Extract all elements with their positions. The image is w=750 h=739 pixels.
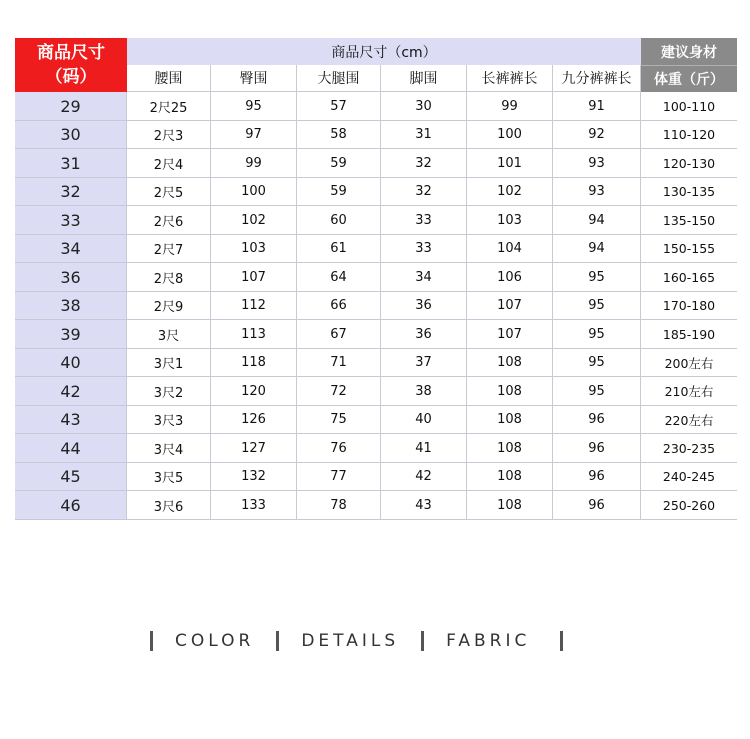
cell-ankle: 32 bbox=[381, 149, 467, 178]
cell-hip: 103 bbox=[211, 235, 297, 263]
cell-long-length: 107 bbox=[467, 292, 553, 320]
table-row bbox=[15, 434, 737, 463]
table-row bbox=[15, 235, 737, 263]
cell-nine-length: 95 bbox=[553, 377, 641, 406]
cell-hip: 126 bbox=[211, 406, 297, 434]
cell-hip: 133 bbox=[211, 491, 297, 520]
cell-waist: 2尺9 bbox=[127, 292, 211, 320]
cell-weight: 135-150 bbox=[641, 206, 737, 235]
footer-details: DETAILS bbox=[301, 631, 400, 651]
table-row bbox=[15, 463, 737, 491]
cell-waist: 3尺4 bbox=[127, 434, 211, 463]
cell-thigh: 76 bbox=[297, 434, 381, 463]
cell-waist: 3尺5 bbox=[127, 463, 211, 491]
cell-thigh: 77 bbox=[297, 463, 381, 491]
cell-ankle: 34 bbox=[381, 263, 467, 292]
cell-hip: 99 bbox=[211, 149, 297, 178]
cell-nine-length: 93 bbox=[553, 149, 641, 178]
cell-size: 40 bbox=[15, 349, 127, 377]
cell-ankle: 33 bbox=[381, 235, 467, 263]
cell-long-length: 103 bbox=[467, 206, 553, 235]
cell-waist: 2尺6 bbox=[127, 206, 211, 235]
cell-ankle: 30 bbox=[381, 92, 467, 121]
cell-weight: 210左右 bbox=[641, 377, 737, 406]
cell-thigh: 67 bbox=[297, 320, 381, 349]
suggest-header-line1: 建议身材 bbox=[641, 38, 737, 65]
cell-ankle: 36 bbox=[381, 320, 467, 349]
cell-nine-length: 96 bbox=[553, 463, 641, 491]
cell-long-length: 108 bbox=[467, 406, 553, 434]
cell-ankle: 40 bbox=[381, 406, 467, 434]
cell-weight: 120-130 bbox=[641, 149, 737, 178]
cell-thigh: 58 bbox=[297, 121, 381, 149]
cell-nine-length: 96 bbox=[553, 491, 641, 520]
footer-separator bbox=[421, 631, 424, 651]
cell-hip: 127 bbox=[211, 434, 297, 463]
footer-separator bbox=[150, 631, 153, 651]
cell-waist: 3尺 bbox=[127, 320, 211, 349]
cell-thigh: 64 bbox=[297, 263, 381, 292]
cell-nine-length: 96 bbox=[553, 406, 641, 434]
cell-nine-length: 91 bbox=[553, 92, 641, 121]
cell-size: 31 bbox=[15, 149, 127, 178]
footer-color: COLOR bbox=[175, 631, 255, 651]
cell-hip: 118 bbox=[211, 349, 297, 377]
table-row bbox=[15, 349, 737, 377]
cell-ankle: 38 bbox=[381, 377, 467, 406]
cell-hip: 97 bbox=[211, 121, 297, 149]
cell-hip: 113 bbox=[211, 320, 297, 349]
cell-waist: 3尺3 bbox=[127, 406, 211, 434]
cell-nine-length: 95 bbox=[553, 349, 641, 377]
cell-hip: 132 bbox=[211, 463, 297, 491]
table-row bbox=[15, 491, 737, 520]
col-header-waist: 腰围 bbox=[127, 65, 211, 92]
cell-weight: 220左右 bbox=[641, 406, 737, 434]
cell-weight: 200左右 bbox=[641, 349, 737, 377]
suggest-header-line2: 体重（斤） bbox=[641, 65, 737, 92]
cell-ankle: 31 bbox=[381, 121, 467, 149]
footer-fabric: FABRIC bbox=[446, 631, 531, 651]
cell-waist: 3尺2 bbox=[127, 377, 211, 406]
cell-long-length: 108 bbox=[467, 434, 553, 463]
cell-size: 32 bbox=[15, 178, 127, 206]
cell-size: 46 bbox=[15, 491, 127, 520]
cell-long-length: 108 bbox=[467, 349, 553, 377]
cell-nine-length: 96 bbox=[553, 434, 641, 463]
cell-hip: 120 bbox=[211, 377, 297, 406]
cell-long-length: 108 bbox=[467, 463, 553, 491]
cell-waist: 2尺4 bbox=[127, 149, 211, 178]
cell-size: 42 bbox=[15, 377, 127, 406]
col-header-hip: 臀围 bbox=[211, 65, 297, 92]
cell-long-length: 100 bbox=[467, 121, 553, 149]
table-row bbox=[15, 92, 737, 121]
footer-separator bbox=[276, 631, 279, 651]
table-row bbox=[15, 149, 737, 178]
footer-separator bbox=[560, 631, 563, 651]
col-header-long-length: 长裤裤长 bbox=[467, 65, 553, 92]
cell-thigh: 75 bbox=[297, 406, 381, 434]
cell-nine-length: 95 bbox=[553, 320, 641, 349]
size-header-line2: （码） bbox=[45, 67, 97, 87]
cell-size: 44 bbox=[15, 434, 127, 463]
cell-hip: 107 bbox=[211, 263, 297, 292]
cell-waist: 2尺8 bbox=[127, 263, 211, 292]
cell-weight: 150-155 bbox=[641, 235, 737, 263]
cell-nine-length: 95 bbox=[553, 292, 641, 320]
cell-size: 34 bbox=[15, 235, 127, 263]
cell-weight: 240-245 bbox=[641, 463, 737, 491]
cell-waist: 2尺5 bbox=[127, 178, 211, 206]
cell-long-length: 108 bbox=[467, 491, 553, 520]
cell-weight: 100-110 bbox=[641, 92, 737, 121]
cell-nine-length: 92 bbox=[553, 121, 641, 149]
cell-size: 30 bbox=[15, 121, 127, 149]
cell-ankle: 41 bbox=[381, 434, 467, 463]
table-row bbox=[15, 206, 737, 235]
cell-thigh: 59 bbox=[297, 178, 381, 206]
cell-size: 38 bbox=[15, 292, 127, 320]
cell-long-length: 104 bbox=[467, 235, 553, 263]
cell-thigh: 78 bbox=[297, 491, 381, 520]
cell-weight: 185-190 bbox=[641, 320, 737, 349]
table-row bbox=[15, 121, 737, 149]
cell-weight: 230-235 bbox=[641, 434, 737, 463]
cell-ankle: 36 bbox=[381, 292, 467, 320]
cell-long-length: 102 bbox=[467, 178, 553, 206]
cell-long-length: 99 bbox=[467, 92, 553, 121]
measure-group-header: 商品尺寸（cm） bbox=[127, 38, 641, 66]
table-row bbox=[15, 292, 737, 320]
table-row bbox=[15, 377, 737, 406]
cell-nine-length: 94 bbox=[553, 206, 641, 235]
cell-weight: 130-135 bbox=[641, 178, 737, 206]
cell-hip: 100 bbox=[211, 178, 297, 206]
cell-size: 43 bbox=[15, 406, 127, 434]
cell-ankle: 37 bbox=[381, 349, 467, 377]
cell-ankle: 33 bbox=[381, 206, 467, 235]
cell-weight: 170-180 bbox=[641, 292, 737, 320]
cell-ankle: 43 bbox=[381, 491, 467, 520]
cell-weight: 160-165 bbox=[641, 263, 737, 292]
cell-hip: 95 bbox=[211, 92, 297, 121]
cell-size: 29 bbox=[15, 92, 127, 121]
cell-nine-length: 94 bbox=[553, 235, 641, 263]
cell-thigh: 66 bbox=[297, 292, 381, 320]
table-row bbox=[15, 406, 737, 434]
cell-weight: 250-260 bbox=[641, 491, 737, 520]
cell-long-length: 108 bbox=[467, 377, 553, 406]
cell-size: 36 bbox=[15, 263, 127, 292]
cell-thigh: 71 bbox=[297, 349, 381, 377]
cell-thigh: 61 bbox=[297, 235, 381, 263]
cell-waist: 2尺7 bbox=[127, 235, 211, 263]
cell-weight: 110-120 bbox=[641, 121, 737, 149]
footer-nav bbox=[150, 628, 590, 654]
table-body bbox=[15, 92, 737, 520]
cell-long-length: 107 bbox=[467, 320, 553, 349]
cell-thigh: 57 bbox=[297, 92, 381, 121]
cell-size: 39 bbox=[15, 320, 127, 349]
table-row bbox=[15, 263, 737, 292]
cell-hip: 112 bbox=[211, 292, 297, 320]
col-header-thigh: 大腿围 bbox=[297, 65, 381, 92]
table-row bbox=[15, 178, 737, 206]
col-header-nine-length: 九分裤裤长 bbox=[553, 65, 641, 92]
cell-long-length: 101 bbox=[467, 149, 553, 178]
table-row bbox=[15, 320, 737, 349]
cell-waist: 3尺1 bbox=[127, 349, 211, 377]
measure-subheader-row bbox=[127, 65, 641, 92]
cell-size: 33 bbox=[15, 206, 127, 235]
cell-nine-length: 95 bbox=[553, 263, 641, 292]
col-header-ankle: 脚围 bbox=[381, 65, 467, 92]
size-column-header bbox=[15, 38, 127, 92]
cell-ankle: 42 bbox=[381, 463, 467, 491]
cell-ankle: 32 bbox=[381, 178, 467, 206]
cell-long-length: 106 bbox=[467, 263, 553, 292]
cell-waist: 3尺6 bbox=[127, 491, 211, 520]
cell-thigh: 59 bbox=[297, 149, 381, 178]
cell-thigh: 60 bbox=[297, 206, 381, 235]
cell-hip: 102 bbox=[211, 206, 297, 235]
cell-thigh: 72 bbox=[297, 377, 381, 406]
cell-nine-length: 93 bbox=[553, 178, 641, 206]
cell-waist: 2尺25 bbox=[127, 92, 211, 121]
cell-size: 45 bbox=[15, 463, 127, 491]
cell-waist: 2尺3 bbox=[127, 121, 211, 149]
size-header-line1: 商品尺寸 bbox=[37, 43, 105, 63]
